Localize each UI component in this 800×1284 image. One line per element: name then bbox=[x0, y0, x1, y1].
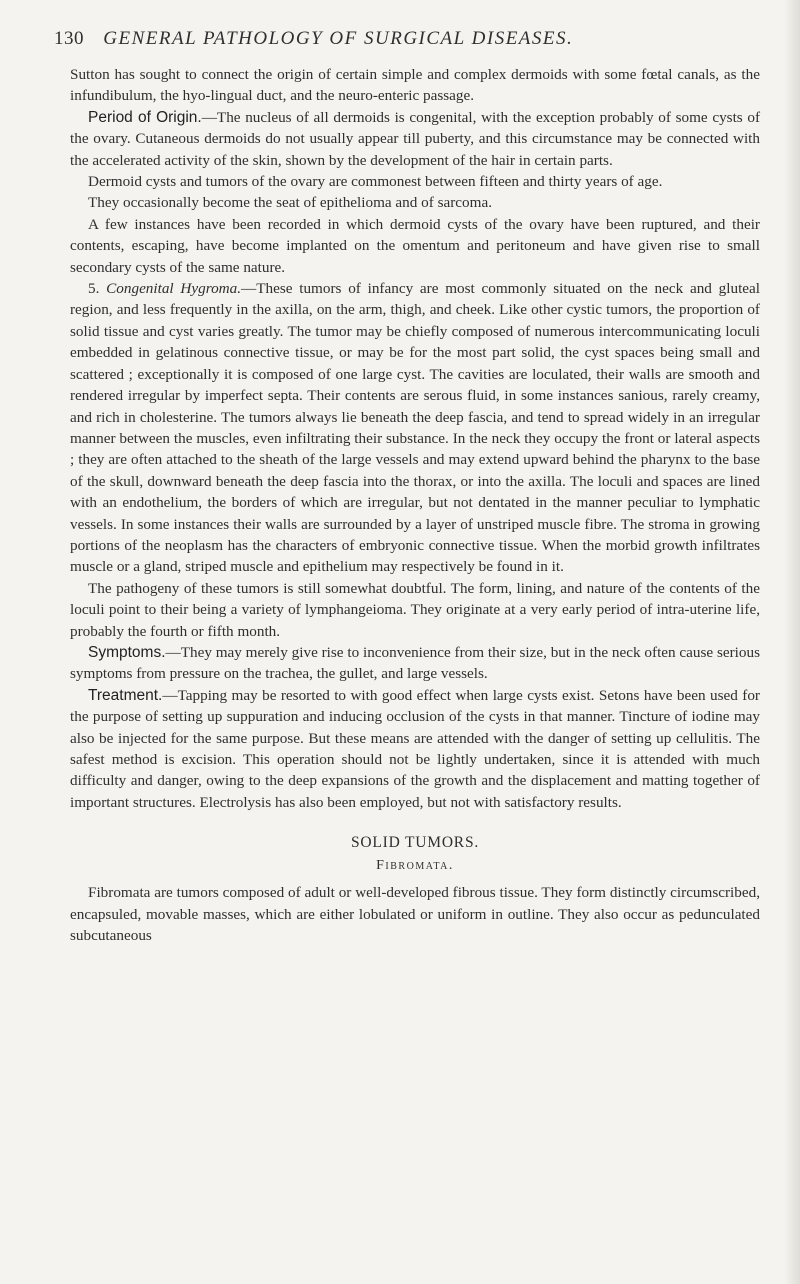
paragraph-treatment bbox=[70, 685, 760, 813]
text-period-of-origin: —The nucleus of all dermoids is congenital, with the exception probably of some cysts of the ovary. Cutaneous dermoids do not usually appear till puberty, and this circumstance may be connected with the accelerated activity of the skin, shown by the development of the hair in certain parts. bbox=[70, 108, 761, 169]
section-title-solid-tumors: SOLID TUMORS. bbox=[350, 834, 480, 852]
heading-congenital-hygroma: Congenital Hygroma. bbox=[106, 280, 242, 298]
item-number: 5. bbox=[88, 280, 100, 298]
paragraph-age: Dermoid cysts and tumors of the ovary are commonest between fifteen and thirty years of age. bbox=[88, 173, 663, 191]
heading-period-of-origin: Period of Origin. bbox=[88, 108, 202, 126]
paragraph-congenital-hygroma bbox=[70, 278, 760, 578]
paragraph-pathogeny: The pathogeny of these tumors is still somewhat doubtful. The form, lining, and nature of the contents of the loculi point to their being a variety of lymphangeioma. They originate at a very early period of intra-uterine life, probably the fourth or fifth month. bbox=[70, 579, 760, 640]
paragraph-symptoms bbox=[70, 642, 760, 685]
paragraph-sutton: Sutton has sought to connect the origin of certain simple and complex dermoids with some fœtal canals, as the infundibulum, the hyo-lingual duct, and the neuro-enteric passage. bbox=[70, 66, 760, 105]
heading-symptoms: Symptoms. bbox=[88, 643, 166, 661]
paragraph-period-of-origin bbox=[70, 107, 760, 171]
running-head-title: GENERAL PATHOLOGY OF SURGICAL DISEASES. bbox=[103, 28, 574, 49]
text-symptoms: —They may merely give rise to inconvenience from their size, but in the neck often cause serious symptoms from pressure on the trachea, the gullet, and large vessels. bbox=[70, 643, 760, 683]
running-head bbox=[54, 28, 760, 50]
page-edge-shadow bbox=[784, 0, 800, 1284]
heading-treatment: Treatment. bbox=[88, 686, 163, 704]
paragraph-fibromata: Fibromata are tumors composed of adult or well-developed fibrous tissue. They form distinctly circumscribed, encapsuled, movable masses, which are either lobulated or uniform in outline. They also occur as pedunculated subcutaneous bbox=[70, 884, 760, 945]
text-treatment: —Tapping may be resorted to with good effect when large cysts exist. Setons have been used for the purpose of setting up suppuration and inducing occlusion of the cysts in that manner. Tincture of iodine may also be injected for the same purpose. But these means are attended with the danger of setting up cellulitis. The safest method is excision. This operation should not be lightly undertaken, since it is attended with much difficulty and danger, owing to the deep expansions of the growth and the displacement and matting together of important structures. Electrolysis has also been employed, but not with satisfactory results. bbox=[70, 686, 760, 811]
page-number: 130 bbox=[54, 28, 84, 49]
text-congenital-hygroma: —These tumors of infancy are most commonly situated on the neck and gluteal region, and less frequently in the axilla, on the arm, thigh, and cheek. Like other cystic tumors, the proportion of solid tissue and cyst varies greatly. The tumor may be chiefly composed of numerous intercommunicating loculi embedded in gelatinous connective tissue, or may be for the most part solid, the cyst spaces being small and scattered ; exceptionally it is composed of one large cyst. The cavities are loculated, their walls are smooth and rendered irregular by imperfect septa. Their contents are serous fluid, in some instances sanious, rarely creamy, and rich in cholesterine. The tumors always lie beneath the deep fascia, and tend to spread widely in an irregular manner between the muscles, even infiltrating their substance. In the neck they occupy the front or lateral aspects ; they are often attached to the sheath of the large vessels and may extend upward behind the pharynx to the base of the skull, downward beneath the deep fascia into the thorax, or into the axilla. The loculi and spaces are lined with an endothelium, the borders of which are irregular, but not dentated in the manner peculiar to lymphatic vessels. In some instances their walls are surrounded by a layer of unstriped muscle fibre. The stroma in growing portions of the neoplasm has the characters of embryonic connective tissue. When the morbid growth infiltrates muscle or a gland, striped muscle and epithelium may respectively be found in it. bbox=[70, 280, 760, 576]
subsection-title-fibromata: Fibromata. bbox=[376, 858, 454, 874]
paragraph-epithelioma: They occasionally become the seat of epithelioma and of sarcoma. bbox=[88, 194, 492, 212]
paragraph-ruptured-cysts: A few instances have been recorded in which dermoid cysts of the ovary have been ruptured, and their contents, escaping, have become implanted on the omentum and peritoneum and have given rise to small secondary cysts of the same nature. bbox=[70, 215, 760, 276]
